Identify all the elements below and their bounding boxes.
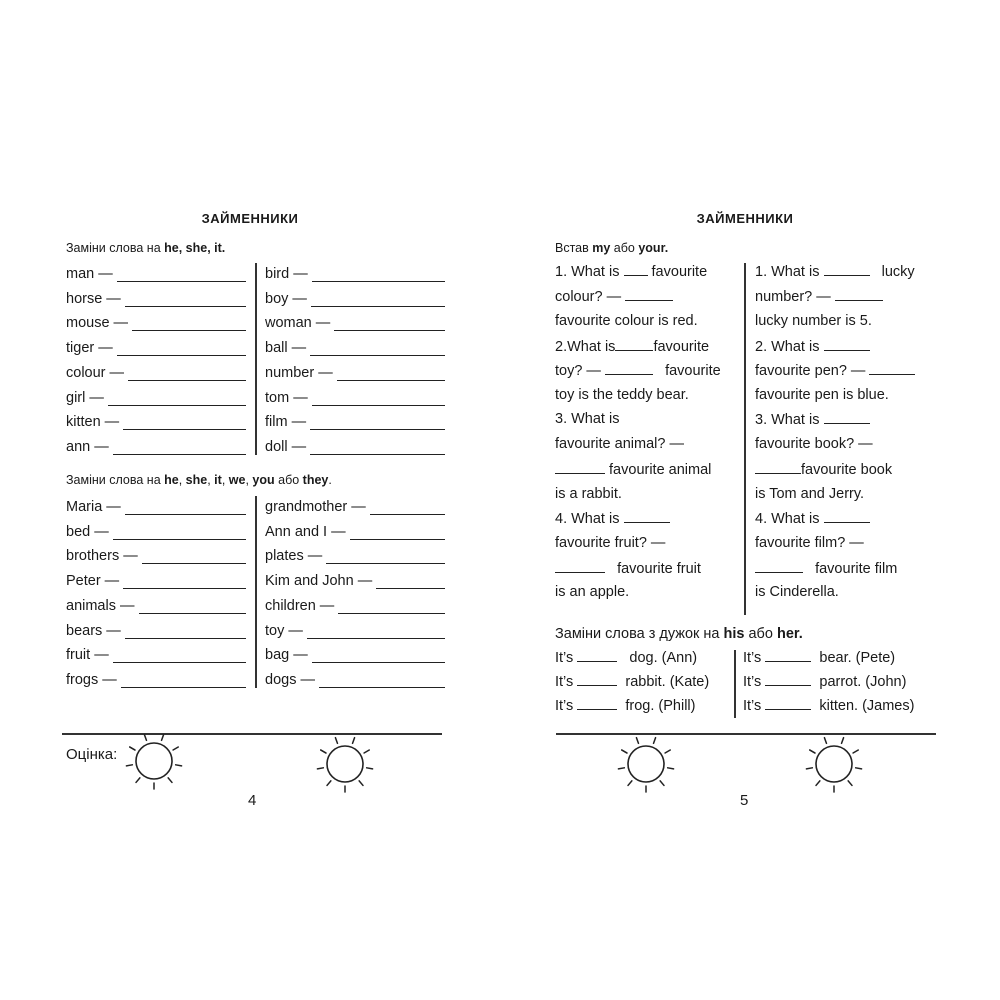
fill-in-row — [265, 569, 445, 589]
right-ex2-instruction — [555, 626, 803, 642]
line-text: favourite — [665, 363, 721, 379]
word-label: kitten — — [66, 414, 120, 431]
word-label: man — — [66, 266, 113, 282]
word-label: number — — [265, 364, 333, 381]
line-text: It’s — [743, 650, 762, 666]
answer-blank[interactable] — [376, 576, 445, 589]
word-label: horse — — [66, 290, 121, 307]
line-text: favourite animal — [609, 462, 712, 478]
word-label: brothers — — [66, 548, 138, 565]
answer-blank[interactable] — [117, 269, 246, 282]
line-text: colour? — — [555, 289, 622, 305]
line-text: 2. What is — [755, 339, 820, 355]
line-text: favourite — [651, 264, 708, 280]
line-text: favourite pen? — — [755, 363, 866, 379]
exercise-line — [555, 584, 629, 600]
page-number: 5 — [740, 792, 749, 809]
fill-in-row — [265, 311, 445, 331]
answer-blank[interactable] — [370, 502, 445, 515]
fill-in-row — [66, 569, 246, 589]
answer-blank[interactable] — [338, 601, 445, 614]
answer-blank[interactable] — [123, 417, 246, 430]
instruction-keyword: she — [185, 473, 208, 487]
fill-in-row — [66, 262, 246, 282]
answer-blank[interactable] — [555, 461, 605, 474]
word-label: children — — [265, 597, 335, 614]
answer-blank[interactable] — [615, 338, 653, 351]
answer-blank[interactable] — [625, 288, 673, 301]
word-label: film — — [265, 414, 307, 431]
exercise-line — [755, 461, 892, 478]
fill-in-row — [66, 668, 246, 688]
instruction-keyword: you — [252, 473, 275, 487]
answer-blank[interactable] — [310, 343, 445, 356]
column-divider — [255, 496, 257, 688]
word-label: dogs — — [265, 671, 315, 688]
answer-blank[interactable] — [310, 442, 445, 455]
answer-blank[interactable] — [577, 673, 617, 686]
exercise-line — [755, 313, 872, 329]
word-label: ball — — [265, 340, 307, 357]
exercise-line — [743, 673, 906, 690]
sun-icon — [309, 731, 381, 797]
left-ex1-instruction — [66, 241, 225, 255]
exercise-line — [555, 436, 684, 452]
answer-blank[interactable] — [765, 697, 811, 710]
fill-in-row — [265, 495, 445, 515]
line-text: 1. What is — [755, 264, 820, 280]
fill-in-row — [66, 386, 246, 406]
exercise-line — [555, 263, 707, 280]
line-text: toy is the teddy bear. — [555, 387, 689, 403]
fill-in-row — [66, 287, 246, 307]
instruction-text: або — [274, 473, 303, 487]
exercise-line — [555, 510, 670, 527]
fill-in-row — [265, 361, 445, 381]
answer-blank[interactable] — [139, 601, 247, 614]
sun-icon — [798, 731, 870, 797]
fill-in-row — [66, 643, 246, 663]
word-label: colour — — [66, 364, 125, 381]
line-text: favourite colour is red. — [555, 313, 698, 329]
fill-in-row — [265, 336, 445, 356]
answer-blank[interactable] — [319, 675, 445, 688]
answer-blank[interactable] — [117, 343, 246, 356]
exercise-line — [555, 338, 709, 355]
word-label: doll — — [265, 438, 307, 455]
fill-in-row — [265, 668, 445, 688]
line-text: 3. What is — [755, 412, 820, 428]
line-text: favourite film — [815, 561, 898, 577]
line-text: lucky number is 5. — [755, 313, 872, 329]
sun-icon — [118, 728, 190, 794]
word-label: Kim and John — — [265, 573, 373, 590]
fill-in-row — [265, 619, 445, 639]
word-label: animals — — [66, 597, 135, 614]
word-label: mouse — — [66, 315, 129, 332]
answer-blank[interactable] — [312, 650, 445, 663]
exercise-line — [555, 560, 701, 577]
left-page-title: ЗАЙМЕННИКИ — [201, 211, 299, 226]
exercise-line — [755, 263, 915, 280]
word-label: woman — — [265, 315, 331, 332]
exercise-line — [755, 436, 873, 452]
exercise-line — [743, 697, 914, 714]
fill-in-row — [265, 386, 445, 406]
instruction-keyword: her. — [776, 626, 803, 642]
answer-blank[interactable] — [113, 527, 246, 540]
word-label: frogs — — [66, 671, 117, 688]
word-label: Peter — — [66, 573, 120, 590]
instruction-text: Заміни слова на — [66, 473, 165, 487]
exercise-line — [755, 510, 870, 527]
answer-blank[interactable] — [125, 294, 246, 307]
answer-blank[interactable] — [307, 626, 445, 639]
left-ex2-instruction: Заміни слова на he, she, it, we, you або they. — [66, 473, 332, 487]
answer-blank[interactable] — [755, 560, 803, 573]
exercise-line — [555, 288, 673, 305]
word-label: Maria — — [66, 499, 121, 515]
exercise-line — [755, 560, 897, 577]
line-text: It’s — [743, 674, 762, 690]
word-label: bears — — [66, 622, 121, 639]
instruction-keyword: they — [302, 473, 329, 487]
word-label: tiger — — [66, 340, 113, 357]
line-text: parrot. (John) — [819, 674, 907, 690]
exercise-line — [755, 288, 883, 305]
answer-blank[interactable] — [128, 368, 246, 381]
page-number: 4 — [248, 792, 257, 809]
answer-blank[interactable] — [765, 649, 811, 662]
answer-blank[interactable] — [312, 269, 445, 282]
line-text: frog. (Phill) — [625, 698, 696, 714]
exercise-line — [755, 486, 864, 502]
word-label: ann — — [66, 438, 109, 455]
answer-blank[interactable] — [555, 560, 605, 573]
line-text: is an apple. — [555, 584, 630, 600]
answer-blank[interactable] — [310, 417, 445, 430]
answer-blank[interactable] — [125, 502, 246, 515]
answer-blank[interactable] — [311, 294, 445, 307]
instruction-text: Заміни слова з дужок на — [555, 626, 724, 642]
answer-blank[interactable] — [624, 510, 670, 523]
answer-blank[interactable] — [312, 393, 445, 406]
line-text: 4. What is — [755, 511, 820, 527]
line-text: lucky — [881, 264, 915, 280]
line-text: It’s — [743, 698, 762, 714]
exercise-line — [743, 649, 895, 666]
line-text: rabbit. (Kate) — [625, 674, 710, 690]
instruction-keyword: we — [228, 473, 246, 487]
instruction-keyword: his — [723, 626, 745, 642]
instruction-keyword: your. — [638, 241, 669, 255]
word-label: toy — — [265, 622, 303, 639]
fill-in-row — [66, 594, 246, 614]
answer-blank[interactable] — [824, 263, 870, 276]
word-label: boy — — [265, 290, 307, 307]
answer-blank[interactable] — [125, 626, 246, 639]
exercise-line — [755, 387, 889, 403]
exercise-line — [555, 486, 622, 502]
exercise-line — [755, 584, 839, 600]
column-divider — [734, 650, 736, 718]
line-text: number? — — [755, 289, 831, 305]
answer-blank[interactable] — [142, 551, 246, 564]
exercise-line — [555, 387, 689, 403]
exercise-line — [555, 697, 695, 714]
answer-blank[interactable] — [123, 576, 246, 589]
word-label: bed — — [66, 523, 109, 540]
exercise-line — [755, 338, 870, 355]
line-text: It’s — [555, 650, 574, 666]
right-ex1-instruction — [555, 241, 668, 255]
line-text: 4. What is — [555, 511, 620, 527]
fill-in-row — [66, 435, 246, 455]
answer-blank[interactable] — [755, 461, 801, 474]
answer-blank[interactable] — [121, 675, 246, 688]
exercise-line — [555, 673, 709, 690]
instruction-text: Заміни слова на — [66, 241, 165, 255]
line-text: is Cinderella. — [755, 584, 839, 600]
answer-blank[interactable] — [577, 649, 617, 662]
exercise-line — [555, 313, 698, 329]
sun-icon — [610, 731, 682, 797]
answer-blank[interactable] — [326, 551, 445, 564]
answer-blank[interactable] — [337, 368, 445, 381]
fill-in-row — [265, 410, 445, 430]
word-label: girl — — [66, 389, 104, 406]
fill-in-row — [265, 544, 445, 564]
line-text: bear. (Pete) — [819, 650, 896, 666]
fill-in-row — [265, 643, 445, 663]
fill-in-row — [66, 520, 246, 540]
exercise-line — [755, 411, 870, 428]
answer-blank[interactable] — [108, 393, 246, 406]
line-text: dog. (Ann) — [629, 650, 698, 666]
answer-blank[interactable] — [824, 411, 870, 424]
instruction-keyword: he — [164, 473, 179, 487]
line-text: favourite film? — — [755, 535, 864, 551]
line-text: toy? — — [555, 363, 601, 379]
answer-blank[interactable] — [334, 318, 445, 331]
line-text: is a rabbit. — [555, 486, 622, 502]
instruction-text: або — [610, 241, 639, 255]
word-label: Ann and I — — [265, 523, 346, 540]
fill-in-row — [265, 435, 445, 455]
answer-blank[interactable] — [350, 527, 445, 540]
line-text: favourite book? — — [755, 436, 873, 452]
instruction-keywords: he, she, it. — [164, 241, 226, 255]
answer-blank[interactable] — [113, 442, 246, 455]
score-label: Оцінка: — [66, 746, 118, 763]
answer-blank[interactable] — [835, 288, 883, 301]
instruction-text: Встав — [555, 241, 593, 255]
word-label: bag — — [265, 647, 308, 664]
answer-blank[interactable] — [605, 362, 653, 375]
line-text: favourite — [653, 339, 710, 355]
line-text: is Tom and Jerry. — [755, 486, 865, 502]
fill-in-row — [66, 544, 246, 564]
exercise-line — [555, 461, 711, 478]
word-label: plates — — [265, 548, 323, 565]
fill-in-row — [265, 594, 445, 614]
fill-in-row — [265, 287, 445, 307]
line-text: favourite pen is blue. — [755, 387, 889, 403]
fill-in-row — [66, 410, 246, 430]
column-divider — [255, 263, 257, 455]
column-divider — [744, 263, 746, 615]
word-label: bird — — [265, 266, 308, 282]
fill-in-row — [66, 495, 246, 515]
answer-blank[interactable] — [132, 318, 246, 331]
answer-blank[interactable] — [824, 338, 870, 351]
instruction-keyword: it — [214, 473, 222, 487]
word-label: grandmother — — [265, 499, 366, 515]
line-text: 1. What is — [555, 264, 620, 280]
fill-in-row — [265, 262, 445, 282]
exercise-line — [555, 535, 665, 551]
right-page-title: ЗАЙМЕННИКИ — [696, 211, 794, 226]
word-label: fruit — — [66, 647, 109, 664]
line-text: favourite fruit — [617, 561, 701, 577]
fill-in-row — [66, 619, 246, 639]
fill-in-row — [66, 336, 246, 356]
line-text: favourite animal? — — [555, 436, 684, 452]
fill-in-row — [66, 311, 246, 331]
line-text: kitten. (James) — [819, 698, 915, 714]
answer-blank[interactable] — [765, 673, 811, 686]
word-label: tom — — [265, 389, 308, 406]
fill-in-row — [66, 361, 246, 381]
answer-blank[interactable] — [113, 650, 246, 663]
answer-blank[interactable] — [624, 263, 648, 276]
exercise-line — [755, 362, 915, 379]
instruction-keyword: my — [592, 241, 611, 255]
line-text: 2.What is — [555, 339, 616, 355]
line-text: favourite book — [801, 462, 893, 478]
line-text: It’s — [555, 674, 574, 690]
exercise-line — [755, 535, 864, 551]
line-text: favourite fruit? — — [555, 535, 666, 551]
answer-blank[interactable] — [577, 697, 617, 710]
instruction-text: або — [744, 626, 777, 642]
answer-blank[interactable] — [824, 510, 870, 523]
line-text: It’s — [555, 698, 574, 714]
exercise-line — [555, 411, 619, 427]
exercise-line — [555, 649, 697, 666]
answer-blank[interactable] — [869, 362, 915, 375]
fill-in-row — [265, 520, 445, 540]
exercise-line — [555, 362, 721, 379]
line-text: 3. What is — [555, 411, 620, 427]
